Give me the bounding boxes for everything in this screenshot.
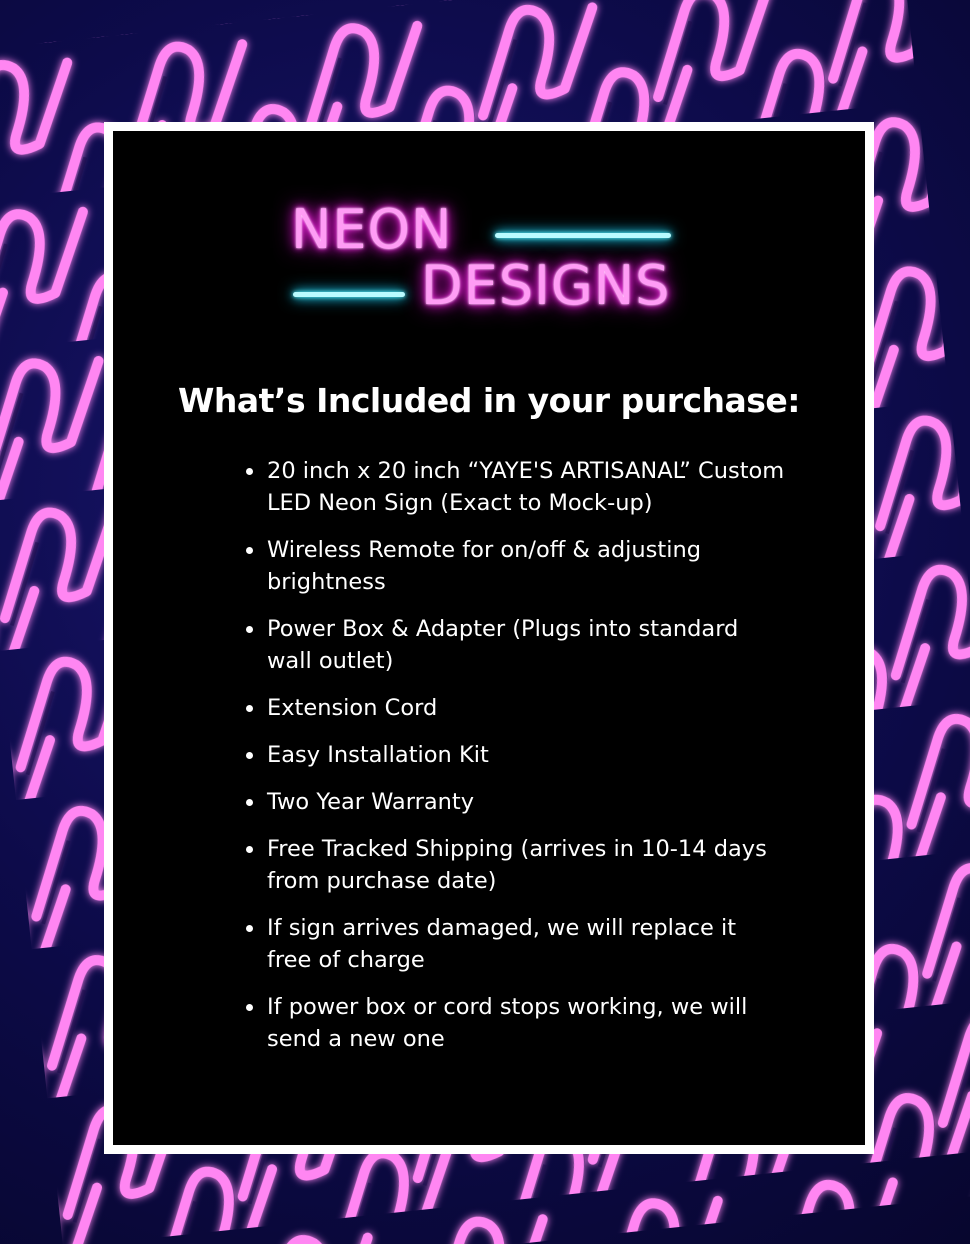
included-items-panel [104,122,874,1154]
list-item-text: Two Year Warranty [267,789,475,815]
bullet-dot-icon [246,547,253,554]
bullet-dot-icon [246,925,253,932]
list-item-text: If sign arrives damaged, we will replace it free of charge [267,915,737,973]
list-item-text: Wireless Remote for on/off & adjusting brightness [267,537,701,595]
neon-designs-logo [283,197,703,327]
bullet-dot-icon [246,705,253,712]
list-item [245,991,785,1055]
logo-word-designs: DESIGNS [421,254,671,317]
list-item-text: If power box or cord stops working, we will send a new one [267,994,748,1052]
list-item-text: Easy Installation Kit [267,742,489,768]
list-item [245,833,785,897]
list-item [245,534,785,598]
list-item [245,455,785,519]
bullet-dot-icon [246,752,253,759]
logo-cyan-line-bottom [293,292,405,297]
list-item-text: Power Box & Adapter (Plugs into standard wall outlet) [267,616,739,674]
list-item [245,692,785,724]
list-item [245,613,785,677]
bullet-dot-icon [246,1004,253,1011]
list-item [245,786,785,818]
logo-cyan-line-top [495,233,671,238]
list-item-text: Extension Cord [267,695,438,721]
page-title: What’s Included in your purchase: [177,381,801,420]
bullet-dot-icon [246,626,253,633]
included-items-list [245,455,785,1070]
list-item-text: 20 inch x 20 inch “YAYE'S ARTISANAL” Custom LED Neon Sign (Exact to Mock-up) [267,458,785,516]
bullet-dot-icon [246,846,253,853]
list-item [245,912,785,976]
bullet-dot-icon [246,468,253,475]
logo-word-neon: NEON [291,198,453,261]
list-item-text: Free Tracked Shipping (arrives in 10-14 days from purchase date) [267,836,767,894]
bullet-dot-icon [246,799,253,806]
list-item [245,739,785,771]
